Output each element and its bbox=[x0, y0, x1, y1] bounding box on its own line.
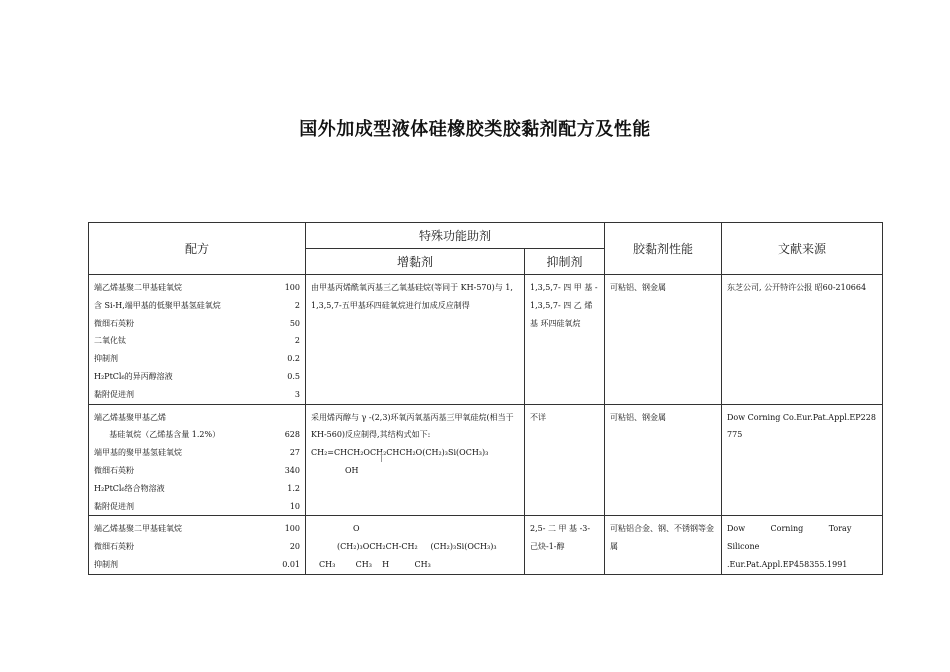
reference-text: Silicone .Eur.Pat.Appl.EP458355.1991 bbox=[727, 542, 848, 569]
formula-item: 二氧化钛 bbox=[94, 336, 126, 346]
reference-text: Dow Corning Co.Eur.Pat.Appl.EP228775 bbox=[727, 412, 876, 440]
tackifier-text: 采用烯丙醇与 γ -(2,3)环氧丙氧基丙基三甲氧硅烷(相当于 KH-560)反应制得,其结构式如下: bbox=[311, 412, 514, 440]
header-performance: 胶黏剂性能 bbox=[605, 223, 722, 275]
formula-item: 端乙烯基聚二甲基硅氧烷 bbox=[94, 524, 182, 534]
table-row bbox=[89, 516, 883, 574]
formula-item: H₂PtCl₆络合物溶液 bbox=[94, 483, 165, 493]
page-title: 国外加成型液体硅橡胶类胶黏剂配方及性能 bbox=[299, 119, 651, 140]
tackifier-structure-line: CH₃ CH₃ H CH₃ bbox=[319, 559, 431, 569]
performance-text: 可粘铝、钢金属 bbox=[610, 412, 667, 422]
tackifier-formula-sub: OH bbox=[345, 465, 359, 475]
inhibitor-text: 2,5- 二 甲 基 -3- 己炔-1-醇 bbox=[530, 524, 591, 552]
formula-qty: 100 bbox=[284, 524, 300, 534]
header-inhibitor: 抑制剂 bbox=[525, 249, 605, 275]
table-row bbox=[89, 275, 883, 405]
formula-item: 微细石英粉 bbox=[94, 465, 134, 475]
performance-text: 可粘铝合金、钢、不锈钢等金属 bbox=[610, 524, 715, 552]
tackifier-text: 由甲基丙烯酰氧丙基三乙氧基硅烷(等同于 KH-570)与 1,1,3,5,7-五甲基环四硅氧烷进行加成反应制得 bbox=[311, 283, 513, 310]
formula-item: 端甲基的聚甲基氢硅氧烷 bbox=[94, 448, 182, 458]
formula-qty: 340 bbox=[284, 465, 300, 475]
formula-qty: 20 bbox=[289, 542, 300, 552]
header-reference: 文献来源 bbox=[722, 223, 883, 275]
formula-table bbox=[88, 222, 883, 575]
tackifier-structure-line: O bbox=[353, 524, 360, 534]
header-formula: 配方 bbox=[89, 223, 306, 275]
performance-text: 可粘铝、钢金属 bbox=[610, 283, 667, 292]
tackifier-structure-line: (CH₂)₃OCH₂CH-CH₂ (CH₂)₃Si(OCH₃)₃ bbox=[337, 542, 497, 552]
formula-qty: 100 bbox=[284, 283, 300, 292]
formula-item: 黏附促进剂 bbox=[94, 389, 134, 399]
formula-qty: 27 bbox=[289, 448, 300, 458]
formula-qty: 3 bbox=[294, 389, 300, 399]
header-tackifier: 增黏剂 bbox=[306, 249, 525, 275]
formula-qty: 10 bbox=[289, 501, 300, 511]
formula-qty: 2 bbox=[294, 300, 300, 310]
formula-qty: 628 bbox=[284, 430, 300, 440]
reference-text: 东芝公司, 公开特许公报 昭60-210664 bbox=[727, 283, 867, 292]
formula-item: 微细石英粉 bbox=[94, 318, 134, 328]
bond-line bbox=[381, 452, 382, 462]
formula-item: H₂PtCl₆的异丙醇溶液 bbox=[94, 371, 173, 381]
formula-qty: 0.5 bbox=[287, 371, 300, 381]
table-row bbox=[89, 404, 883, 516]
formula-item: 端乙烯基聚二甲基硅氧烷 bbox=[94, 283, 182, 292]
formula-item: 基硅氧烷（乙烯基含量 1.2%） bbox=[94, 430, 221, 440]
formula-qty: 1.2 bbox=[287, 483, 300, 493]
header-additives: 特殊功能助剂 bbox=[306, 223, 605, 249]
formula-item: 微细石英粉 bbox=[94, 542, 134, 552]
formula-item: 抑制剂 bbox=[94, 559, 118, 569]
formula-item: 含 Si-H,端甲基的低聚甲基氢硅氧烷 bbox=[94, 300, 221, 310]
formula-qty: 2 bbox=[294, 336, 300, 346]
formula-qty: 0.2 bbox=[287, 354, 300, 364]
formula-item: 端乙烯基聚甲基乙烯 bbox=[94, 412, 166, 422]
tackifier-formula: CH₂=CHCH₂OCH₂CHCH₂O(CH₂)₃Si(OCH₃)₃ bbox=[311, 448, 489, 458]
formula-item: 黏附促进剂 bbox=[94, 501, 134, 511]
reference-text: Dow Corning Toray bbox=[727, 524, 852, 534]
formula-item: 抑制剂 bbox=[94, 354, 118, 364]
inhibitor-text: 不详 bbox=[530, 412, 546, 422]
formula-qty: 50 bbox=[289, 318, 300, 328]
inhibitor-text: 1,3,5,7- 四 甲 基 - 1,3,5,7- 四 乙 烯 基 环四硅氧烷 bbox=[530, 283, 598, 328]
formula-qty: 0.01 bbox=[282, 559, 300, 569]
